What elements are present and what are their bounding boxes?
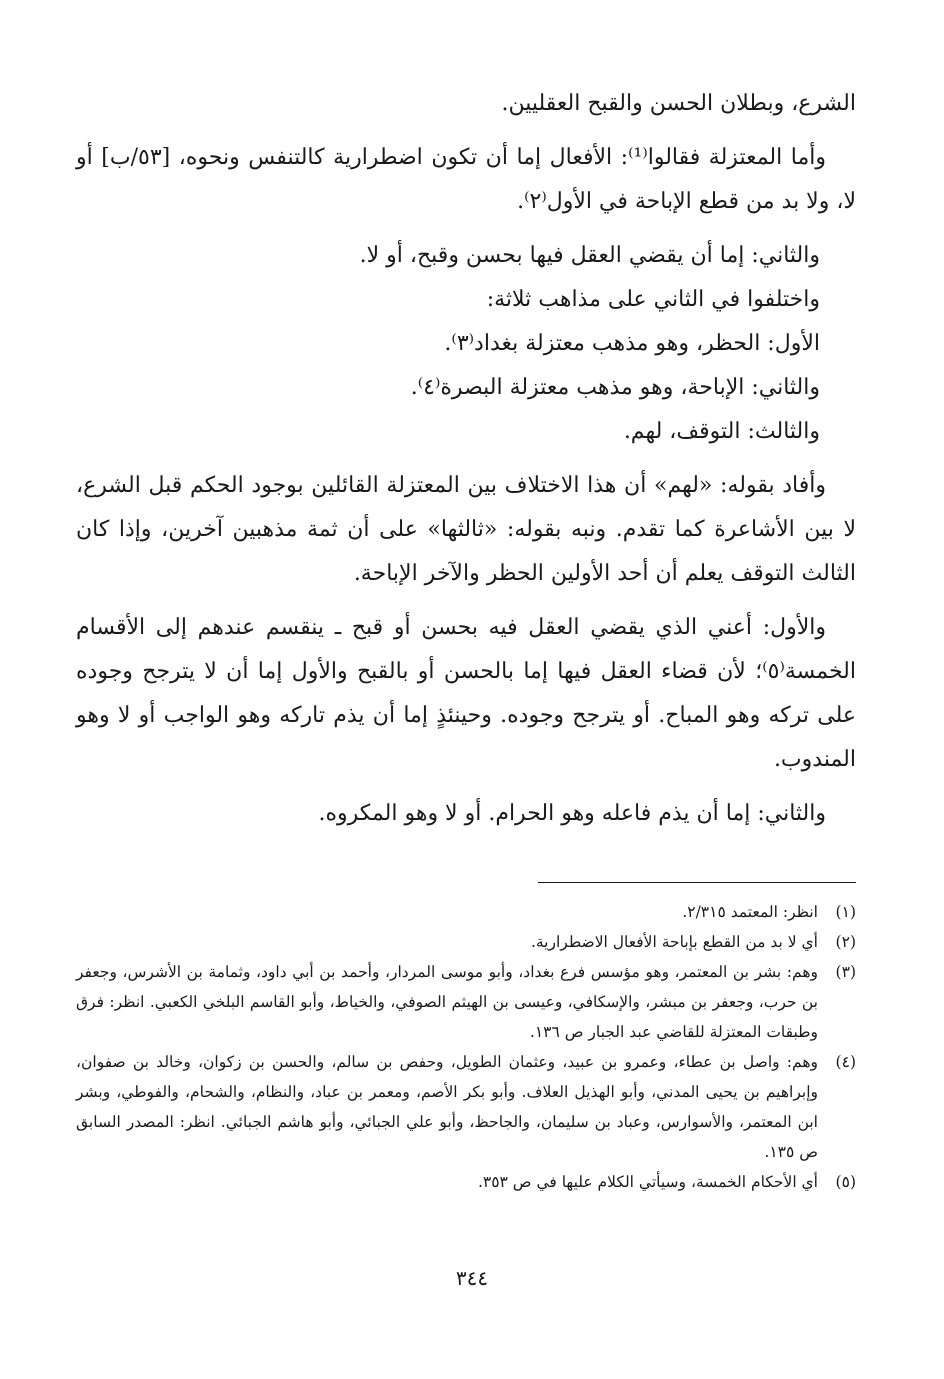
paragraph-6: والثاني: إما أن يذم فاعله وهو الحرام. أو لا وهو المكروه. [318,801,826,826]
footnote-text: وهم: واصل بن عطاء، وعمرو بن عبيد، وعثمان الطويل، وحفص بن سالم، والحسن بن زكوان، وخالد بن صفوان، وإبراهيم بن يحيى المدني، وأبو الهذيل العلاف. وأبو بكر الأصم، ومعمر بن عباد، والنظام، والشحام، والفوطي، وبشر ابن المعتمر، والأسوارس، وعباد بن سليمان، والجاحظ، وأبو علي الجبائي، وأبو هاشم الجبائي. انظر: المصدر السابق ص ١٣٥. [76,1053,818,1161]
paragraph-3-line: والثاني: الإباحة، وهو مذهب معتزلة البصرة⁽٤⁾. [410,375,820,400]
footnote-text: أي الأحكام الخمسة، وسيأتي الكلام عليها في ص ٣٥٣. [477,1173,818,1191]
paragraph-4: وأفاد بقوله: «لهم» أن هذا الاختلاف بين المعتزلة القائلين بوجود الحكم قبل الشرع، لا بين الأشاعرة كما تقدم. ونبه بقوله: «ثالثها» على أن ثمة مذهبين آخرين، وإذا كان الثالث التوقف يعلم أن أحد الأولين الحظر والآخر الإباحة. [76,473,856,586]
footnote-5 [76,1167,856,1197]
footnote-number: (٥) [835,1173,856,1191]
paragraph-5: والأول: أعني الذي يقضي العقل فيه بحسن أو قبح ـ ينقسم عندهم إلى الأقسام الخمسة⁽٥⁾؛ لأن قضاء العقل فيها إما بالحسن أو بالقبح والأول إما أن لا يترجح وجوده على تركه وهو المباح. أو يترجح وجوده. وحينئذٍ إما أن يذم تاركه وهو الواجب أو لا وهو المندوب. [76,615,856,772]
footnote-1 [76,897,856,927]
footnote-number: (٢) [835,933,856,951]
paragraph-3-line: والثاني: إما أن يقضي العقل فيها بحسن وقبح، أو لا. [359,243,820,268]
paragraph-3 [76,234,856,454]
paragraph-2: وأما المعتزلة فقالوا⁽¹⁾: الأفعال إما أن تكون اضطرارية كالتنفس ونحوه، [٥٣/ب] أو لا، ولا بد من قطع الإباحة في الأول⁽٢⁾. [76,145,856,214]
paragraph-3-line: والثالث: التوقف، لهم. [623,419,820,444]
footnote-number: (٤) [835,1053,856,1071]
footnote-divider [538,882,856,883]
paragraph-3-line: الأول: الحظر، وهو مذهب معتزلة بغداد⁽٣⁾. [444,331,820,356]
page-number: ٣٤٤ [455,1266,489,1290]
footnote-text: وهم: بشر بن المعتمر، وهو مؤسس فرع بغداد، وأبو موسى المردار، وأحمد بن أبي داود، وثمامة بن الأشرس، وجعفر بن حرب، وجعفر بن مبشر، والإسكافي، وعيسى بن الهيثم الصوفي، والخياط، وأبو القاسم البلخي الكعبي. انظر: فرق وطبقات المعتزلة للقاضي عبد الجبار ص ١٣٦. [76,963,818,1041]
footnotes [76,897,856,1197]
paragraph-3-line: واختلفوا في الثاني على مذاهب ثلاثة: [486,287,820,312]
footnote-2 [76,927,856,957]
footnote-number: (١) [835,903,856,921]
footnote-4 [76,1047,856,1167]
main-text [76,82,856,836]
footnote-text: انظر: المعتمد ٢/٣١٥. [682,903,818,921]
footnote-text: أي لا بد من القطع بإباحة الأفعال الاضطرارية. [530,933,818,951]
footnote-3 [76,957,856,1047]
paragraph-1: الشرع، وبطلان الحسن والقبح العقليين. [501,91,856,116]
footnote-number: (٣) [835,963,856,981]
